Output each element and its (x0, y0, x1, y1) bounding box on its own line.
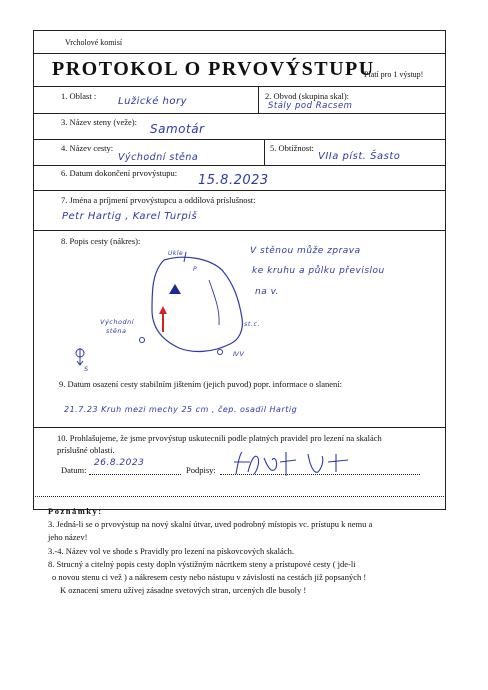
sketch-label-s: S (84, 365, 89, 373)
notes-top-line (33, 496, 446, 497)
divider (33, 190, 446, 191)
divider (33, 53, 446, 54)
divider (258, 86, 259, 113)
obtiznost-value: VIIa píst. Šasto (318, 151, 401, 162)
ring-marker (218, 350, 223, 355)
obvod-label: 2. Obvod (skupina skal): (265, 91, 350, 101)
divider (264, 139, 265, 165)
stena-value: Samotár (150, 122, 205, 136)
sketch-label-stena: stěna (106, 327, 127, 335)
note-3b: o novou stenu ci vež ) a nákresem cesty nebo nástupu v závislosti na cestách již popsaných ! (52, 572, 367, 582)
sketch-label-vychodni: Východní (100, 318, 135, 326)
note-1b: jeho název! (48, 532, 88, 542)
datum2-line (89, 474, 181, 475)
podpisy-label: Podpisy: (186, 465, 216, 475)
note-3: 8. Strucný a citelný popis cesty dopln výstižným nácrtkem steny a prístupové cesty ( jde-li (48, 559, 356, 569)
rock-outline (152, 257, 242, 351)
divider (33, 113, 446, 114)
jmena-value: Petr Hartig , Karel Turpiš (62, 211, 198, 222)
note-2: 3.-4. Název vol ve shode s Pravidly pro lezení na pískovcových skalách. (48, 546, 294, 556)
jmena-label: 7. Jména a príjmení prvovýstupcu a oddílová príslušnost: (61, 195, 256, 205)
note-3c: K oznacení smeru užívej zásadne svetových stran, urcených dle busoly ! (60, 585, 307, 595)
route-sketch (34, 240, 444, 380)
datum2-value: 26.8.2023 (94, 458, 145, 468)
datum2-label: Datum: (61, 465, 87, 475)
ring-marker (140, 338, 145, 343)
sketch-label-ukle: Ukle (168, 250, 184, 257)
sketch-label-v: ⅣV (233, 350, 245, 358)
datum-label: 6. Datum dokončení prvovýstupu: (61, 168, 178, 178)
cesta-value: Východní stěna (118, 152, 199, 163)
divider (33, 165, 446, 166)
divider (33, 86, 446, 87)
popis-label: 8. Popis cesty (nákres): (61, 236, 141, 246)
route-line (209, 280, 219, 325)
org-label: Vrcholové komisí (65, 38, 123, 47)
page-title: PROTOKOL O PRVOVÝSTUPU (52, 58, 375, 80)
datum-value: 15.8.2023 (198, 173, 269, 188)
note-1: 3. Jedná-li se o prvovýstup na nový skalní útvar, uved podrobný místopis vc. prístupu k nemu a (48, 519, 373, 529)
obtiznost-label: 5. Obtížnost: (270, 143, 314, 153)
notes-heading: Poznámky: (48, 506, 103, 516)
sketch-text-line2: ke kruhu a půlku převislou (252, 266, 385, 276)
sketch-label-stc: st.c. (244, 320, 261, 328)
summit-triangle (169, 284, 181, 294)
prohlaseni-text-2: príslušné oblasti. (57, 445, 115, 455)
oblast-label: 1. Oblast : (61, 91, 97, 101)
signatures (228, 448, 358, 480)
prohlaseni-text: 10. Prohlašujeme, že jsme prvovýstup uskutecnili podle platných pravidel pro lezení na skalách (57, 433, 382, 443)
divider (33, 427, 446, 428)
sketch-text-line1: V stěnou může zprava (250, 246, 361, 256)
obvod-value: Stály pod Racsem (268, 101, 353, 111)
stena-label: 3. Název steny (veže): (61, 117, 137, 127)
sketch-text-line3: na v. (255, 287, 280, 297)
oblast-value: Lužické hory (118, 96, 188, 107)
cesta-label: 4. Název cesty: (61, 143, 114, 153)
osazeni-label: 9. Datum osazení cesty stabilním jištením (jejich puvod) popr. informace o slanení: (59, 379, 343, 389)
divider (33, 139, 446, 140)
sketch-label-p: P (193, 266, 198, 273)
osazeni-value: 21.7.23 Kruh mezi mechy 25 cm , čep. osadil Hartig (64, 405, 298, 414)
divider (33, 230, 446, 231)
route-arrow-head (159, 306, 167, 314)
validity-note: Platí pro 1 výstup! (364, 70, 424, 79)
